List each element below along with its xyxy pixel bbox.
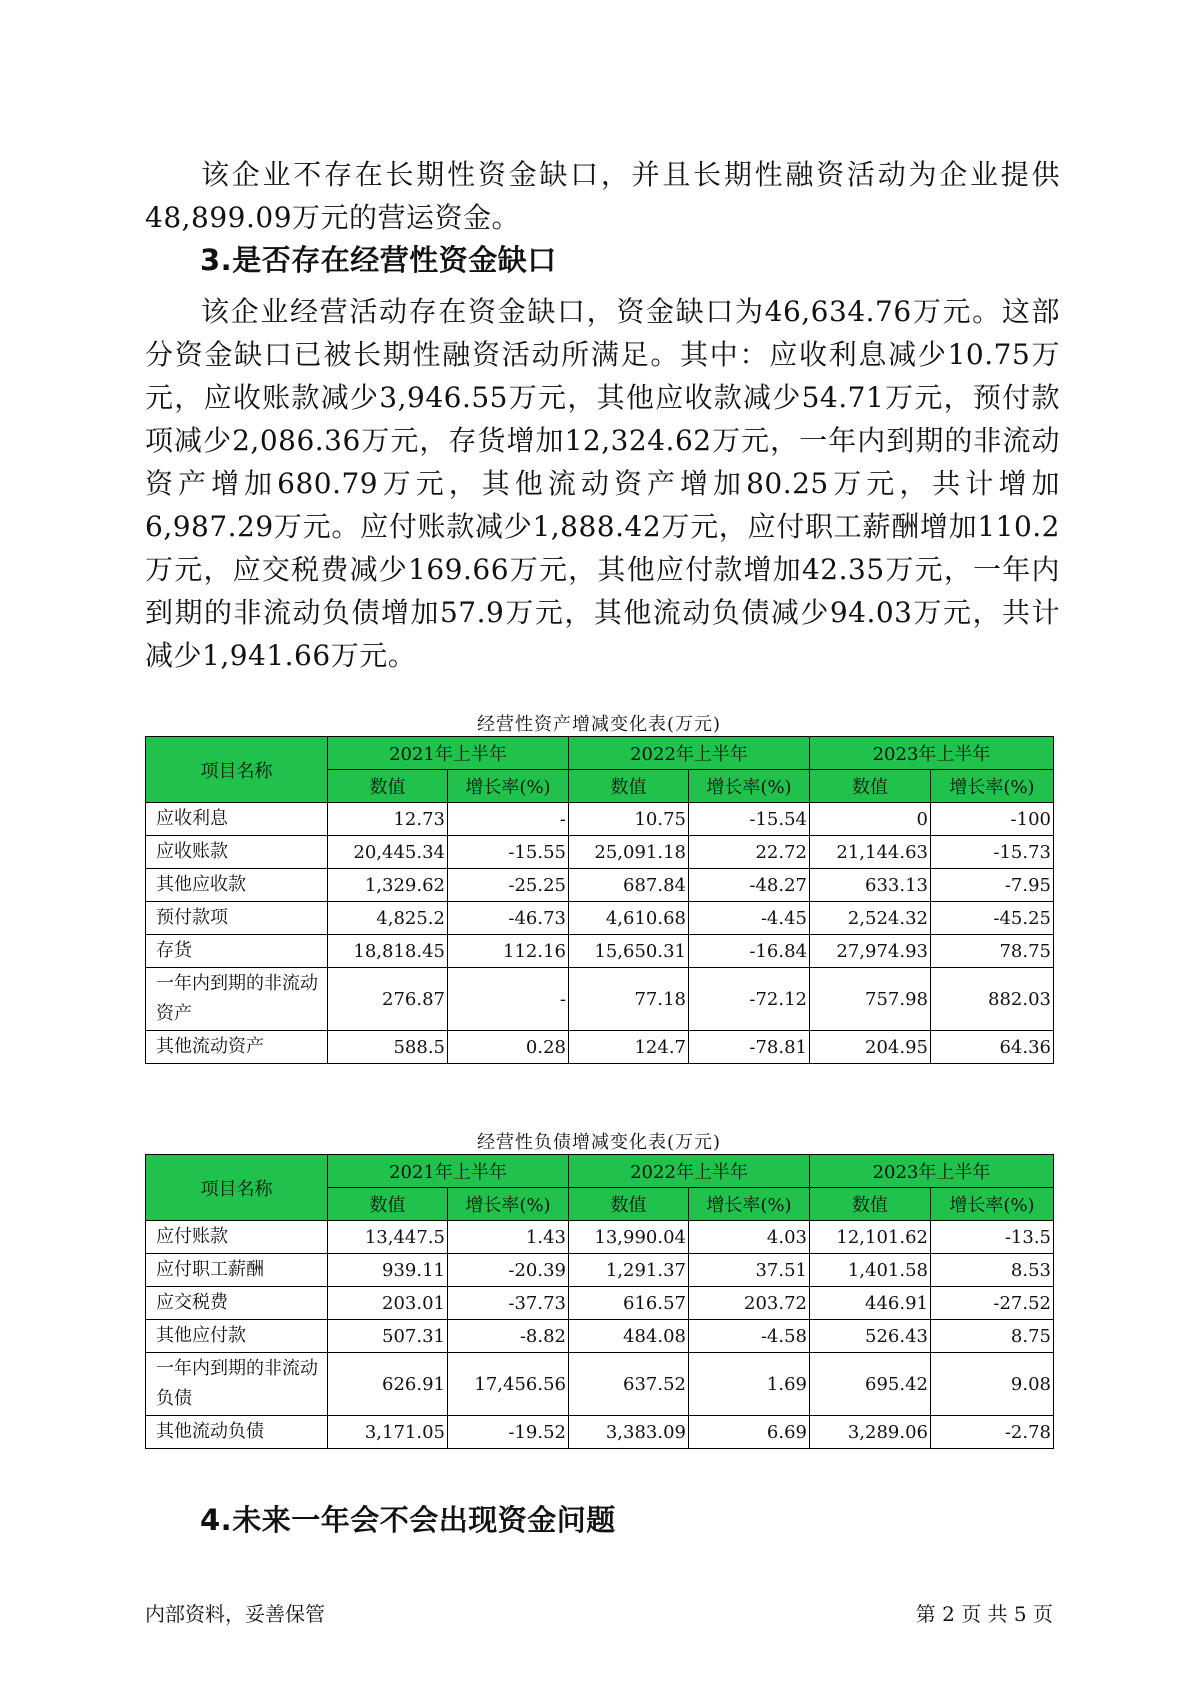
row-item-name: 应付账款 (146, 1221, 328, 1254)
header-year: 2023年上半年 (810, 1155, 1054, 1188)
value-cell: 446.91 (810, 1287, 931, 1320)
growth-rate-cell: -37.73 (448, 1287, 569, 1320)
growth-rate-cell: 8.53 (931, 1254, 1054, 1287)
growth-rate-cell: -16.84 (689, 935, 810, 968)
growth-rate-cell: 4.03 (689, 1221, 810, 1254)
row-item-name: 应交税费 (146, 1287, 328, 1320)
value-cell: 25,091.18 (569, 836, 689, 869)
value-cell: 0 (810, 803, 931, 836)
row-item-name: 其他流动资产 (146, 1031, 328, 1064)
value-cell: 3,289.06 (810, 1416, 931, 1449)
header-growth-rate: 增长率(%) (448, 1188, 569, 1221)
table-row (146, 1416, 1054, 1449)
row-item-name: 应收利息 (146, 803, 328, 836)
table-row (146, 1221, 1054, 1254)
value-cell: 526.43 (810, 1320, 931, 1353)
growth-rate-cell: 6.69 (689, 1416, 810, 1449)
value-cell: 637.52 (569, 1353, 689, 1416)
row-item-name: 其他应收款 (146, 869, 328, 902)
growth-rate-cell: -4.45 (689, 902, 810, 935)
row-item-name: 预付款项 (146, 902, 328, 935)
paragraph-long-term-funding: 该企业不存在长期性资金缺口，并且长期性融资活动为企业提供48,899.09万元的营运资金。 (145, 158, 1060, 234)
growth-rate-cell: -20.39 (448, 1254, 569, 1287)
value-cell: 12,101.62 (810, 1221, 931, 1254)
header-value: 数值 (810, 770, 931, 803)
value-cell: 21,144.63 (810, 836, 931, 869)
header-item-name: 项目名称 (146, 1155, 328, 1221)
growth-rate-cell: -15.54 (689, 803, 810, 836)
growth-rate-cell: -48.27 (689, 869, 810, 902)
table-caption-liabilities: 经营性负债增减变化表(万元) (476, 1132, 722, 1153)
row-item-name: 存货 (146, 935, 328, 968)
growth-rate-cell: -78.81 (689, 1031, 810, 1064)
header-value: 数值 (569, 770, 689, 803)
header-growth-rate: 增长率(%) (689, 770, 810, 803)
growth-rate-cell: -100 (931, 803, 1054, 836)
growth-rate-cell: -15.55 (448, 836, 569, 869)
value-cell: 939.11 (328, 1254, 448, 1287)
value-cell: 626.91 (328, 1353, 448, 1416)
header-value: 数值 (810, 1188, 931, 1221)
value-cell: 4,610.68 (569, 902, 689, 935)
table-row (146, 935, 1054, 968)
growth-rate-cell: 203.72 (689, 1287, 810, 1320)
growth-rate-cell: - (448, 968, 569, 1031)
table-caption-assets: 经营性资产增减变化表(万元) (476, 714, 722, 735)
value-cell: 695.42 (810, 1353, 931, 1416)
header-year: 2021年上半年 (328, 1155, 569, 1188)
header-growth-rate: 增长率(%) (931, 770, 1054, 803)
header-year: 2022年上半年 (569, 737, 810, 770)
table-row (146, 803, 1054, 836)
operating-liabilities-table (145, 1154, 1054, 1449)
table-row (146, 836, 1054, 869)
header-growth-rate: 增长率(%) (689, 1188, 810, 1221)
header-item-name: 项目名称 (146, 737, 328, 803)
section-heading-4: 4.未来一年会不会出现资金问题 (200, 1503, 616, 1537)
value-cell: 633.13 (810, 869, 931, 902)
row-item-name: 一年内到期的非流动资产 (146, 968, 328, 1031)
value-cell: 616.57 (569, 1287, 689, 1320)
value-cell: 484.08 (569, 1320, 689, 1353)
table-row (146, 1320, 1054, 1353)
operating-assets-table (145, 736, 1054, 1064)
growth-rate-cell: -72.12 (689, 968, 810, 1031)
table-row (146, 869, 1054, 902)
growth-rate-cell: -19.52 (448, 1416, 569, 1449)
growth-rate-cell: 9.08 (931, 1353, 1054, 1416)
header-growth-rate: 增长率(%) (931, 1188, 1054, 1221)
value-cell: 13,447.5 (328, 1221, 448, 1254)
paragraph-operating-gap: 该企业经营活动存在资金缺口，资金缺口为46,634.76万元。这部分资金缺口已被长期性融资活动所满足。其中：应收利息减少10.75万元，应收账款减少3,946.55万元，其他应收款减少54.71万元，预付款项减少2,086.36万元，存货增加12,324.62万元，一年内到期的非流动资产增加680.79万元，其他流动资产增加80.25万元，共计增加6,987.29万元。应付账款减少1,888.42万元，应付职工薪酬增加110.2万元，应交税费减少169.66万元，其他应付款增加42.35万元，一年内到期的非流动负债增加57.9万元，其他流动负债减少94.03万元，共计减少1,941.66万元。 (145, 295, 1060, 672)
value-cell: 757.98 (810, 968, 931, 1031)
table-row (146, 1287, 1054, 1320)
footer-confidential-note: 内部资料，妥善保管 (145, 1602, 325, 1626)
value-cell: 687.84 (569, 869, 689, 902)
growth-rate-cell: 8.75 (931, 1320, 1054, 1353)
value-cell: 12.73 (328, 803, 448, 836)
growth-rate-cell: 0.28 (448, 1031, 569, 1064)
table-row (146, 1353, 1054, 1416)
row-item-name: 其他流动负债 (146, 1416, 328, 1449)
table-row (146, 902, 1054, 935)
footer-page-number: 第 2 页 共 5 页 (915, 1602, 1053, 1626)
growth-rate-cell: 17,456.56 (448, 1353, 569, 1416)
value-cell: 4,825.2 (328, 902, 448, 935)
row-item-name: 应收账款 (146, 836, 328, 869)
section-heading-3: 3.是否存在经营性资金缺口 (200, 243, 557, 277)
value-cell: 18,818.45 (328, 935, 448, 968)
growth-rate-cell: -13.5 (931, 1221, 1054, 1254)
value-cell: 27,974.93 (810, 935, 931, 968)
growth-rate-cell: 22.72 (689, 836, 810, 869)
header-year: 2021年上半年 (328, 737, 569, 770)
row-item-name: 应付职工薪酬 (146, 1254, 328, 1287)
value-cell: 276.87 (328, 968, 448, 1031)
growth-rate-cell: -27.52 (931, 1287, 1054, 1320)
value-cell: 77.18 (569, 968, 689, 1031)
growth-rate-cell: -8.82 (448, 1320, 569, 1353)
growth-rate-cell: 1.43 (448, 1221, 569, 1254)
growth-rate-cell: 882.03 (931, 968, 1054, 1031)
row-item-name: 其他应付款 (146, 1320, 328, 1353)
growth-rate-cell: 112.16 (448, 935, 569, 968)
value-cell: 13,990.04 (569, 1221, 689, 1254)
header-year: 2022年上半年 (569, 1155, 810, 1188)
header-value: 数值 (569, 1188, 689, 1221)
header-value: 数值 (328, 770, 448, 803)
value-cell: 204.95 (810, 1031, 931, 1064)
header-growth-rate: 增长率(%) (448, 770, 569, 803)
value-cell: 588.5 (328, 1031, 448, 1064)
growth-rate-cell: - (448, 803, 569, 836)
table-row (146, 1031, 1054, 1064)
value-cell: 203.01 (328, 1287, 448, 1320)
growth-rate-cell: -15.73 (931, 836, 1054, 869)
value-cell: 3,383.09 (569, 1416, 689, 1449)
growth-rate-cell: -2.78 (931, 1416, 1054, 1449)
row-item-name: 一年内到期的非流动负债 (146, 1353, 328, 1416)
header-value: 数值 (328, 1188, 448, 1221)
growth-rate-cell: -45.25 (931, 902, 1054, 935)
growth-rate-cell: 1.69 (689, 1353, 810, 1416)
growth-rate-cell: -7.95 (931, 869, 1054, 902)
value-cell: 10.75 (569, 803, 689, 836)
growth-rate-cell: 37.51 (689, 1254, 810, 1287)
growth-rate-cell: 78.75 (931, 935, 1054, 968)
growth-rate-cell: -4.58 (689, 1320, 810, 1353)
value-cell: 1,291.37 (569, 1254, 689, 1287)
value-cell: 1,401.58 (810, 1254, 931, 1287)
growth-rate-cell: 64.36 (931, 1031, 1054, 1064)
value-cell: 507.31 (328, 1320, 448, 1353)
value-cell: 20,445.34 (328, 836, 448, 869)
value-cell: 1,329.62 (328, 869, 448, 902)
value-cell: 2,524.32 (810, 902, 931, 935)
table-row (146, 1254, 1054, 1287)
header-year: 2023年上半年 (810, 737, 1054, 770)
growth-rate-cell: -46.73 (448, 902, 569, 935)
value-cell: 124.7 (569, 1031, 689, 1064)
table-row (146, 968, 1054, 1031)
value-cell: 15,650.31 (569, 935, 689, 968)
value-cell: 3,171.05 (328, 1416, 448, 1449)
growth-rate-cell: -25.25 (448, 869, 569, 902)
